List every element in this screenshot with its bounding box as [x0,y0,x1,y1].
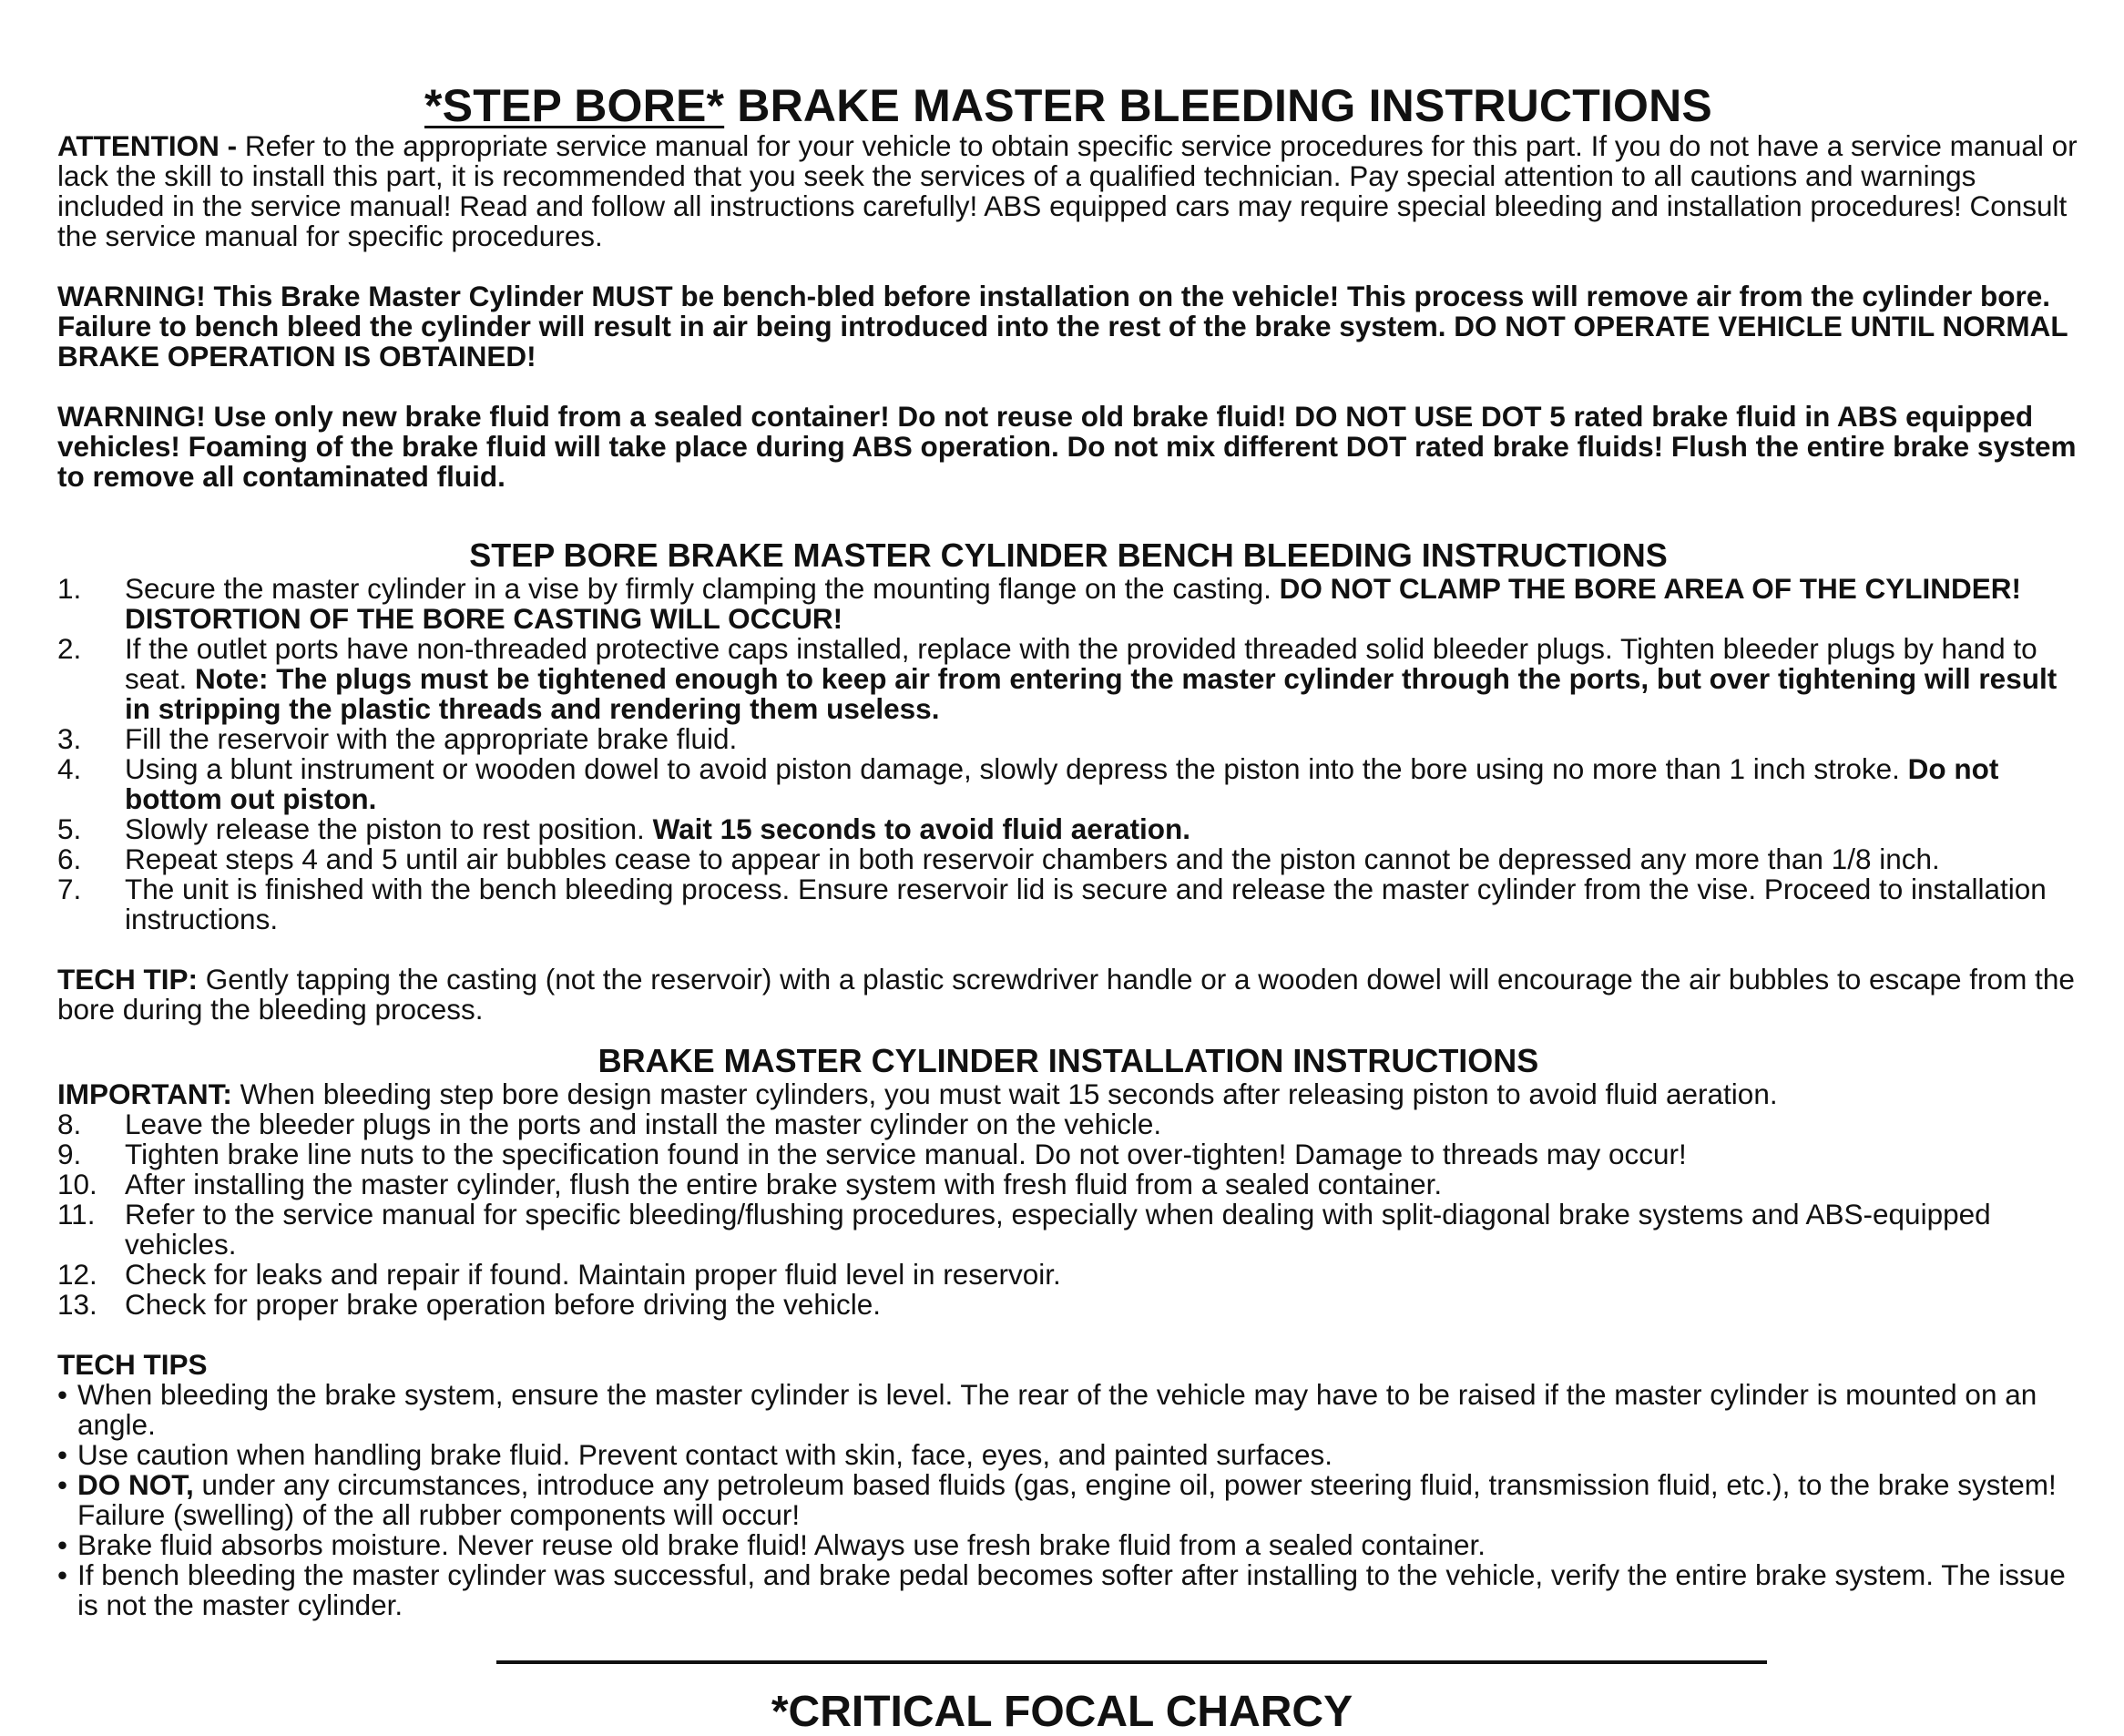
step-number: 4. [57,752,82,785]
bullet-icon: • [57,1558,68,1591]
step-bold-text: DO NOT CLAMP THE BORE AREA OF THE CYLINDER! DISTORTION OF THE BORE CASTING WILL OCCUR! [125,572,2021,635]
step-number: 1. [57,572,82,605]
step-text: Refer to the service manual for specific bleeding/flushing procedures, especially when dealing with split-diagonal brake systems and ABS-equipped vehicles. [125,1198,1991,1261]
bench-bleeding-heading: STEP BORE BRAKE MASTER CYLINDER BENCH BLEEDING INSTRUCTIONS [469,536,1668,574]
list-item [57,754,2079,814]
list-item [57,874,2079,934]
list-item [57,634,2079,724]
attention-text: Refer to the appropriate service manual for your vehicle to obtain specific service procedures for this part. If you do not have a service manual or lack the skill to install this part, it is recommended that you seek the services of a qualified technician. Pay special attention to all cautions and warnings included in the service manual! Read and follow all instructions carefully! ABS equipped cars may require special bleeding and installation procedures! Consult the service manual for specific procedures. [57,129,2078,252]
step-bold-text: Wait 15 seconds to avoid fluid aeration. [652,812,1191,845]
step-number: 13. [57,1288,97,1321]
step-text: After installing the master cylinder, flush the entire brake system with fresh fluid from a sealed container. [125,1168,1443,1200]
list-item [57,1169,2079,1200]
list-item [57,1260,2079,1290]
tech-tip-paragraph [57,965,2079,1025]
tip-text: Use caution when handling brake fluid. Prevent contact with skin, face, eyes, and painted surfaces. [77,1438,1333,1471]
warning-brake-fluid: WARNING! Use only new brake fluid from a sealed container! Do not reuse old brake fluid! DO NOT USE DOT 5 rated brake fluid in ABS equipped vehicles! Foaming of the brake fluid will take place during ABS operation. Do not mix different DOT rated brake fluids! Flush the entire brake system to remove all contaminated fluid. [57,400,2077,493]
list-item [57,1290,2079,1320]
tech-tip-text: Gently tapping the casting (not the reservoir) with a plastic screwdriver handle or a wooden dowel will encourage the air bubbles to escape from the bore during the bleeding process. [57,963,2075,1026]
step-text: Check for leaks and repair if found. Maintain proper fluid level in reservoir. [125,1258,1061,1291]
instruction-sheet [57,80,2079,1620]
list-item [57,1530,2079,1560]
step-number: 12. [57,1258,97,1291]
step-bold-text: Note: The plugs must be tightened enough to keep air from entering the master cylinder through the ports, but over tightening will result in stripping the plastic threads and rendering them useless. [125,662,2058,725]
step-number: 3. [57,722,82,755]
title-underlined: *STEP BORE* [424,80,725,131]
tip-text: If bench bleeding the master cylinder was successful, and brake pedal becomes softer after installing to the vehicle, verify the entire brake system. The issue is not the master cylinder. [77,1558,2066,1621]
list-item [57,1560,2079,1620]
step-number: 8. [57,1108,82,1140]
important-paragraph [57,1079,2079,1109]
step-number: 7. [57,873,82,905]
list-item [57,1470,2079,1530]
tech-tip-label: TECH TIP: [57,963,198,996]
step-number: 9. [57,1138,82,1170]
step-text: Fill the reservoir with the appropriate brake fluid. [125,722,738,755]
attention-paragraph [57,131,2079,251]
tech-tips-heading: TECH TIPS [57,1348,208,1381]
list-item [57,814,2079,844]
step-number: 6. [57,842,82,875]
list-item [57,574,2079,634]
warning-bench-bleed: WARNING! This Brake Master Cylinder MUST be bench-bled before installation on the vehicle! This process will remove air from the cylinder bore. Failure to bench bleed the cylinder will result in air being introduced into the rest of the brake system. DO NOT OPERATE VEHICLE UNTIL NORMAL BRAKE OPERATION IS OBTAINED! [57,280,2068,373]
step-text: Slowly release the piston to rest position. [125,812,653,845]
step-number: 11. [57,1198,96,1231]
step-text: Leave the bleeder plugs in the ports and install the master cylinder on the vehicle. [125,1108,1162,1140]
step-number: 2. [57,632,82,665]
list-item [57,844,2079,874]
list-item [57,724,2079,754]
tech-tips-list [57,1380,2079,1620]
bullet-icon: • [57,1468,68,1501]
list-item [57,1440,2079,1470]
step-text: Tighten brake line nuts to the specification found in the service manual. Do not over-tighten! Damage to threads may occur! [125,1138,1687,1170]
bullet-icon: • [57,1438,68,1471]
step-bold-text: Do not bottom out piston. [125,752,1999,815]
step-text: If the outlet ports have non-threaded protective caps installed, replace with the provided threaded solid bleeder plugs. Tighten bleeder plugs by hand to seat. [125,632,2037,695]
list-item [57,1200,2079,1260]
attention-label: ATTENTION - [57,129,245,162]
list-item [57,1139,2079,1169]
section-divider [496,1660,1767,1664]
step-number: 10. [57,1168,97,1200]
list-item [57,1380,2079,1440]
step-text: Secure the master cylinder in a vise by firmly clamping the mounting flange on the casting. [125,572,1280,605]
cutoff-heading-text: *CRITICAL FOCAL CHARCY [771,1688,1353,1736]
install-steps-list [57,1109,2079,1320]
step-number: 5. [57,812,82,845]
tip-bold-text: DO NOT, [77,1468,194,1501]
tip-text: under any circumstances, introduce any petroleum based fluids (gas, engine oil, power steering fluid, transmission fluid, etc.), to the brake system! Failure (swelling) of the all rubber components will occur! [77,1468,2057,1531]
step-text: Check for proper brake operation before driving the vehicle. [125,1288,881,1321]
list-item [57,1109,2079,1139]
step-text: Using a blunt instrument or wooden dowel to avoid piston damage, slowly depress the piston into the bore using no more than 1 inch stroke. [125,752,1908,785]
bullet-icon: • [57,1378,68,1411]
tip-text: When bleeding the brake system, ensure the master cylinder is level. The rear of the vehicle may have to be raised if the master cylinder is mounted on an angle. [77,1378,2037,1441]
bullet-icon: • [57,1528,68,1561]
title-rest: BRAKE MASTER BLEEDING INSTRUCTIONS [724,80,1712,131]
page-title [57,80,2079,131]
step-text: Repeat steps 4 and 5 until air bubbles cease to appear in both reservoir chambers and the piston cannot be depressed any more than 1/8 inch. [125,842,1940,875]
important-text: When bleeding step bore design master cylinders, you must wait 15 seconds after releasing piston to avoid fluid aeration. [231,1077,1778,1110]
important-label: IMPORTANT: [57,1077,232,1110]
bench-steps-list [57,574,2079,934]
cutoff-heading [0,1683,2124,1736]
tip-text: Brake fluid absorbs moisture. Never reuse old brake fluid! Always use fresh brake fluid from a sealed container. [77,1528,1486,1561]
installation-heading: BRAKE MASTER CYLINDER INSTALLATION INSTRUCTIONS [597,1042,1539,1079]
step-text: The unit is finished with the bench bleeding process. Ensure reservoir lid is secure and release the master cylinder from the vise. Proceed to installation instructions. [125,873,2047,935]
